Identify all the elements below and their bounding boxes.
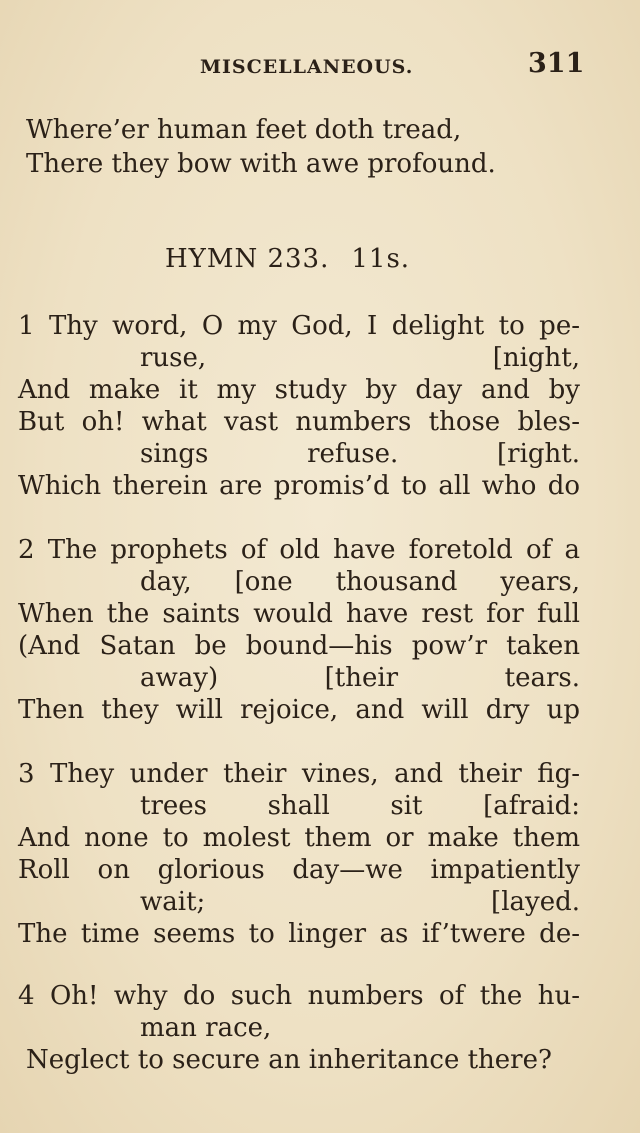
verse-2-line: away) [their tears. [140,663,580,693]
verse-4-line: Neglect to secure an inheritance there? [26,1045,552,1075]
verse-4-line: man race, [140,1013,272,1043]
verse-1-line: And make it my study by day and by [18,375,580,405]
verse-3-line: wait; [layed. [140,887,580,917]
verse-1-line: ruse, [night, [140,343,580,373]
verse-3-line: 3 They under their vines, and their fig- [18,759,580,789]
verse-2-line: day, [one thousand years, [140,567,580,597]
page-number: 311 [528,48,585,79]
verse-3-line: And none to molest them or make them [18,823,580,853]
hymn-meter: 11s. [351,244,411,274]
verse-1-line: 1 Thy word, O my God, I delight to pe- [18,311,580,341]
hymn-number: HYMN 233. [165,244,330,274]
verse-2-line: (And Satan be bound—his pow’r taken [18,631,580,661]
verse-4-line: 4 Oh! why do such numbers of the hu- [18,981,580,1011]
intro-line: There they bow with awe profound. [26,149,496,179]
verse-2-line: Then they will rejoice, and will dry up [18,695,580,725]
verse-3-line: Roll on glorious day—we impatiently [18,855,580,885]
verse-2-line: When the saints would have rest for full [18,599,580,629]
verse-1-line: Which therein are promis’d to all who do [18,471,580,501]
verse-2-line: 2 The prophets of old have foretold of a [18,535,580,565]
verse-1-line: sings refuse. [right. [140,439,580,469]
running-header: MISCELLANEOUS. [200,56,414,78]
intro-line: Where’er human feet doth tread, [26,115,462,145]
verse-3-line: The time seems to linger as if’twere de- [18,919,580,949]
verse-3-line: trees shall sit [afraid: [140,791,580,821]
verse-1-line: But oh! what vast numbers those bles- [18,407,580,437]
hymn-heading [165,244,410,274]
